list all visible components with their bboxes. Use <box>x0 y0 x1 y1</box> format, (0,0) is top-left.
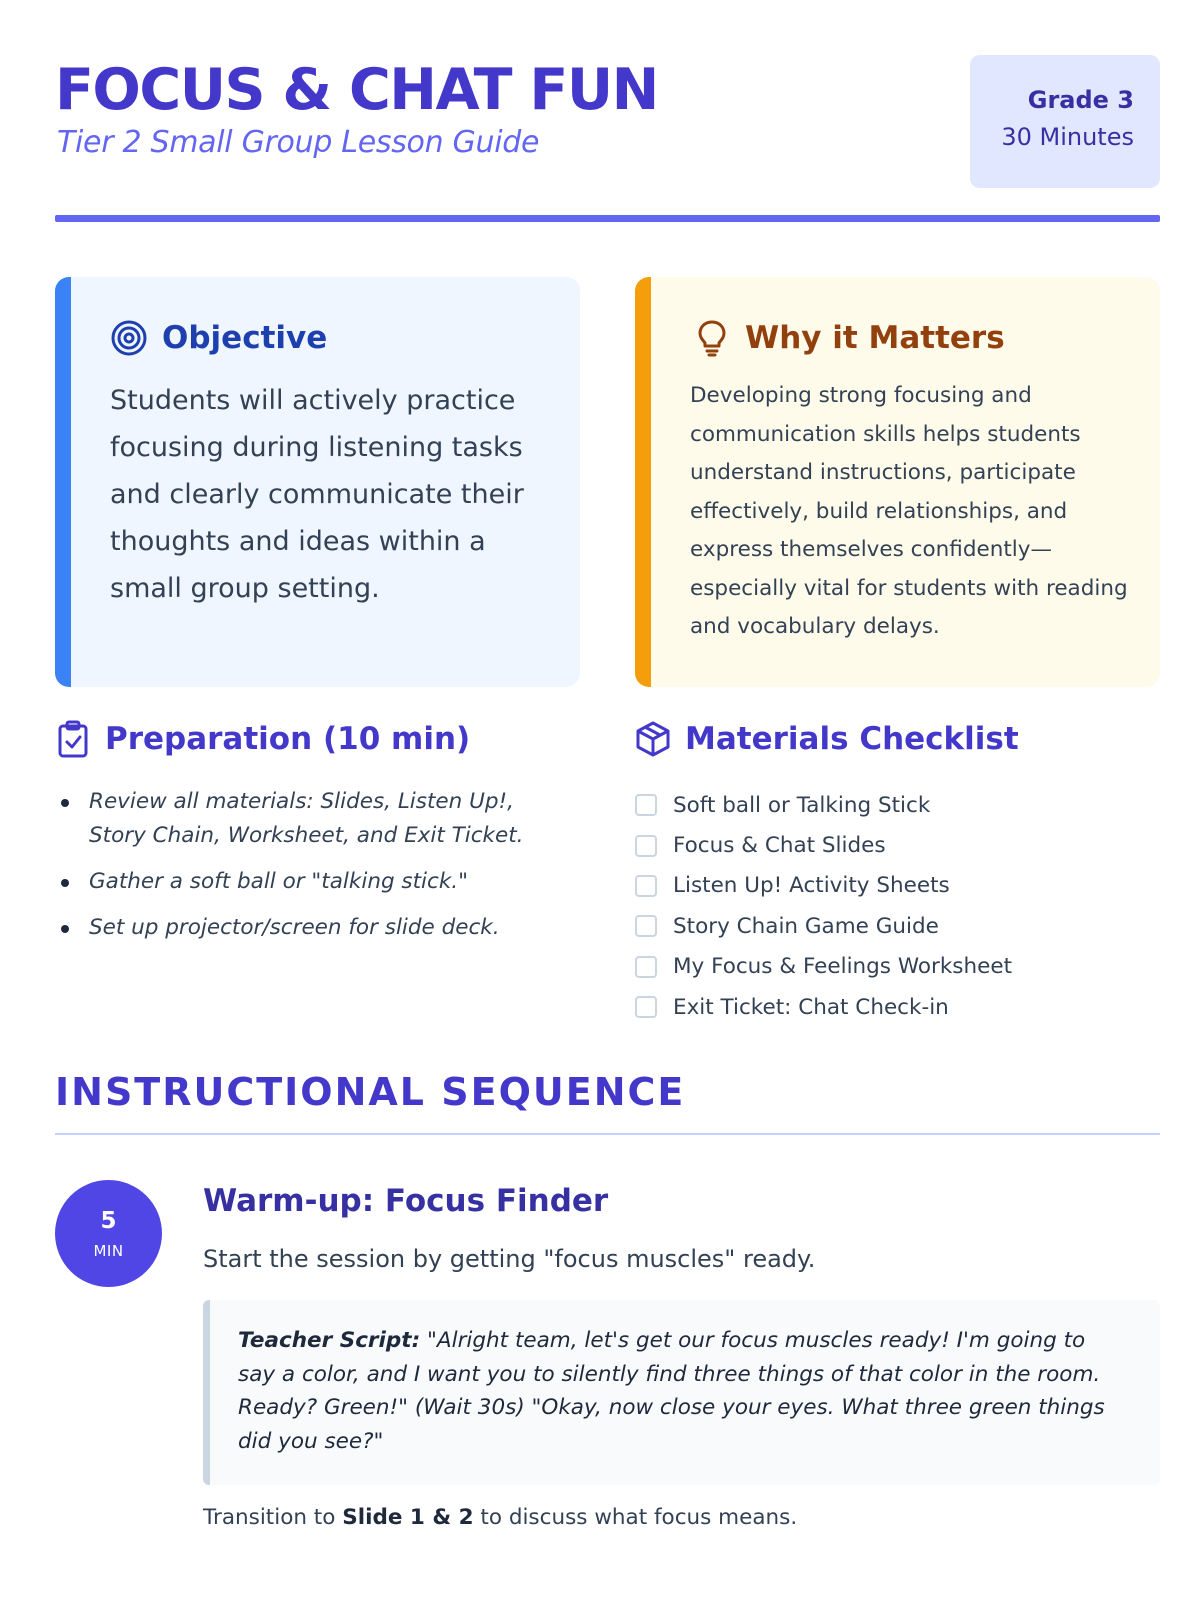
step-duration-badge <box>55 1180 162 1287</box>
checkbox[interactable] <box>635 794 657 816</box>
grade-duration-badge <box>970 55 1160 188</box>
page-subtitle: Tier 2 Small Group Lesson Guide <box>57 125 540 160</box>
list-item: Set up projector/screen for slide deck. <box>55 911 575 945</box>
script-accent-bar <box>203 1300 210 1485</box>
checkbox[interactable] <box>635 915 657 937</box>
transition-slides: Slide 1 & 2 <box>342 1505 474 1530</box>
checkbox[interactable] <box>635 835 657 857</box>
preparation-heading-row <box>55 720 470 758</box>
step-title: Warm-up: Focus Finder <box>203 1183 609 1219</box>
clipboard-check-icon <box>55 720 91 758</box>
list-item: Review all materials: Slides, Listen Up!, Story Chain, Worksheet, and Exit Ticket. <box>55 785 575 853</box>
transition-note <box>203 1505 797 1530</box>
why-heading-row <box>693 319 1005 357</box>
why-text: Developing strong focusing and communication skills helps students understand instructions, participate effectively, build relationships, and express themselves confidently—especially vital for students with reading and vocabulary delays. <box>690 383 1128 639</box>
checklist-label: Story Chain Game Guide <box>673 913 939 939</box>
checklist-label: Focus & Chat Slides <box>673 833 886 859</box>
transition-before: Transition to <box>203 1505 343 1530</box>
step-minutes-unit: MIN <box>93 1242 124 1260</box>
grade-label: Grade 3 <box>1027 86 1134 114</box>
checkbox[interactable] <box>635 956 657 978</box>
objective-card <box>55 277 580 687</box>
why-accent-bar <box>635 277 651 687</box>
page-title: FOCUS & CHAT FUN <box>55 57 658 123</box>
objective-accent-bar <box>55 277 71 687</box>
sequence-heading: INSTRUCTIONAL SEQUENCE <box>55 1070 686 1114</box>
header <box>55 55 1160 215</box>
target-icon <box>110 319 148 357</box>
package-icon <box>635 720 671 758</box>
checklist-label: Soft ball or Talking Stick <box>673 792 931 818</box>
objective-heading-row <box>110 319 327 357</box>
step-minutes: 5 <box>100 1208 117 1234</box>
checklist-item <box>635 906 1155 946</box>
duration-label: 30 Minutes <box>1001 123 1134 151</box>
checklist-item <box>635 866 1155 906</box>
checklist-label: My Focus & Feelings Worksheet <box>673 954 1013 980</box>
checkbox[interactable] <box>635 996 657 1018</box>
list-item: Gather a soft ball or "talking stick." <box>55 865 575 899</box>
header-divider <box>55 215 1160 222</box>
checklist-item <box>635 825 1155 865</box>
script-body: "Alright team, let's get our focus muscles ready! I'm going to say a color, and I want you to silently find three things of that color in the room. Ready? Green!" (Wait 30s) "Okay, now close your eyes. What three green things did you see?" <box>238 1328 1105 1454</box>
checkbox[interactable] <box>635 875 657 897</box>
script-label: Teacher Script: <box>238 1328 421 1353</box>
transition-after: to discuss what focus means. <box>473 1505 798 1530</box>
materials-heading: Materials Checklist <box>685 721 1019 757</box>
teacher-script-box <box>203 1300 1160 1485</box>
objective-heading: Objective <box>162 320 328 356</box>
lightbulb-icon <box>693 319 731 357</box>
checklist-label: Listen Up! Activity Sheets <box>673 873 950 899</box>
materials-checklist <box>635 785 1155 1027</box>
lesson-guide-page <box>55 55 1160 1530</box>
checklist-item <box>635 987 1155 1027</box>
teacher-script <box>238 1324 1118 1458</box>
checklist-item <box>635 785 1155 825</box>
preparation-list <box>55 785 575 957</box>
info-cards <box>55 277 1160 687</box>
checklist-item <box>635 947 1155 987</box>
sequence-divider <box>55 1133 1160 1135</box>
materials-heading-row <box>635 720 1019 758</box>
why-it-matters-card <box>635 277 1160 687</box>
checklist-label: Exit Ticket: Chat Check-in <box>673 994 949 1020</box>
objective-text: Students will actively practice focusing during listening tasks and clearly communicate their thoughts and ideas within a small group setting. <box>110 385 524 604</box>
why-heading: Why it Matters <box>745 320 1005 356</box>
preparation-heading: Preparation (10 min) <box>105 721 471 757</box>
step-description: Start the session by getting "focus muscles" ready. <box>203 1245 816 1273</box>
